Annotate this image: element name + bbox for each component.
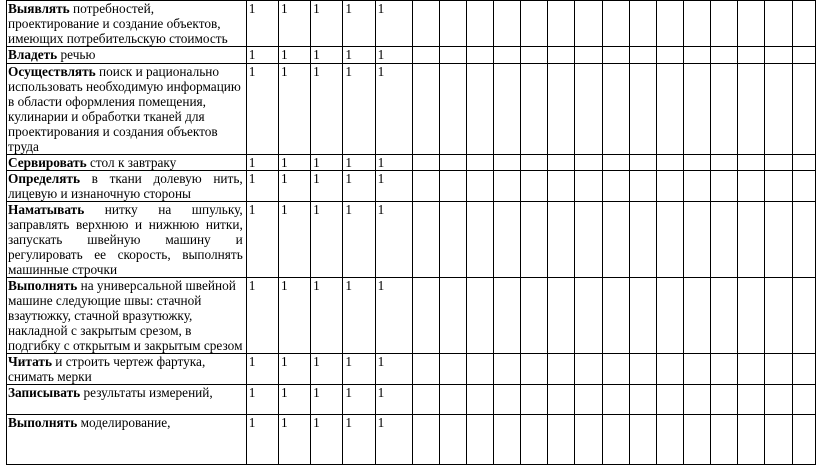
skill-text: потребностей, проектирование и создание объектов, имеющих потребительскую стоимость bbox=[8, 1, 228, 46]
mark-cell: 1 bbox=[278, 278, 310, 354]
empty-cell bbox=[412, 385, 439, 415]
empty-cell bbox=[575, 155, 602, 171]
empty-cell bbox=[439, 171, 466, 202]
empty-cell bbox=[792, 47, 815, 64]
empty-cell bbox=[684, 64, 711, 155]
mark-cell: 1 bbox=[278, 415, 310, 465]
mark-cell: 1 bbox=[246, 385, 278, 415]
empty-cell bbox=[629, 202, 656, 278]
empty-cell bbox=[738, 278, 765, 354]
mark-cell: 1 bbox=[278, 354, 310, 385]
mark-cell: 1 bbox=[311, 354, 343, 385]
mark-cell: 1 bbox=[375, 64, 412, 155]
empty-cell bbox=[684, 47, 711, 64]
mark-cell: 1 bbox=[311, 64, 343, 155]
mark-cell: 1 bbox=[343, 64, 375, 155]
empty-cell bbox=[466, 354, 493, 385]
table-row bbox=[7, 155, 816, 171]
mark-cell: 1 bbox=[375, 385, 412, 415]
table-row bbox=[7, 278, 816, 354]
mark-cell: 1 bbox=[311, 171, 343, 202]
empty-cell bbox=[792, 155, 815, 171]
table-row bbox=[7, 385, 816, 415]
empty-cell bbox=[494, 202, 521, 278]
mark-cell: 1 bbox=[246, 278, 278, 354]
empty-cell bbox=[629, 47, 656, 64]
empty-cell bbox=[629, 1, 656, 47]
mark-cell: 1 bbox=[375, 278, 412, 354]
empty-cell bbox=[494, 415, 521, 465]
skill-description-cell bbox=[7, 64, 247, 155]
mark-cell: 1 bbox=[278, 64, 310, 155]
empty-cell bbox=[602, 354, 629, 385]
empty-cell bbox=[738, 47, 765, 64]
empty-cell bbox=[548, 64, 575, 155]
empty-cell bbox=[439, 278, 466, 354]
empty-cell bbox=[521, 354, 548, 385]
skill-description-cell bbox=[7, 171, 247, 202]
empty-cell bbox=[792, 202, 815, 278]
empty-cell bbox=[412, 202, 439, 278]
skill-verb: Выявлять bbox=[8, 1, 70, 16]
mark-cell: 1 bbox=[246, 354, 278, 385]
empty-cell bbox=[521, 415, 548, 465]
empty-cell bbox=[711, 202, 738, 278]
empty-cell bbox=[602, 202, 629, 278]
empty-cell bbox=[412, 1, 439, 47]
skill-verb: Осуществлять bbox=[8, 64, 96, 79]
empty-cell bbox=[439, 155, 466, 171]
empty-cell bbox=[494, 385, 521, 415]
mark-cell: 1 bbox=[375, 354, 412, 385]
empty-cell bbox=[711, 278, 738, 354]
empty-cell bbox=[656, 278, 683, 354]
empty-cell bbox=[738, 64, 765, 155]
empty-cell bbox=[439, 1, 466, 47]
empty-cell bbox=[412, 171, 439, 202]
mark-cell: 1 bbox=[311, 47, 343, 64]
empty-cell bbox=[656, 171, 683, 202]
empty-cell bbox=[629, 354, 656, 385]
empty-cell bbox=[792, 415, 815, 465]
empty-cell bbox=[629, 64, 656, 155]
empty-cell bbox=[439, 202, 466, 278]
empty-cell bbox=[738, 385, 765, 415]
empty-cell bbox=[521, 171, 548, 202]
mark-cell: 1 bbox=[311, 278, 343, 354]
skill-verb: Определять bbox=[8, 171, 80, 186]
empty-cell bbox=[521, 64, 548, 155]
mark-cell: 1 bbox=[311, 385, 343, 415]
empty-cell bbox=[765, 155, 792, 171]
empty-cell bbox=[466, 202, 493, 278]
empty-cell bbox=[684, 354, 711, 385]
empty-cell bbox=[765, 415, 792, 465]
empty-cell bbox=[602, 415, 629, 465]
empty-cell bbox=[792, 64, 815, 155]
mark-cell: 1 bbox=[375, 415, 412, 465]
mark-cell: 1 bbox=[343, 202, 375, 278]
empty-cell bbox=[792, 278, 815, 354]
empty-cell bbox=[602, 171, 629, 202]
empty-cell bbox=[575, 202, 602, 278]
empty-cell bbox=[684, 155, 711, 171]
empty-cell bbox=[738, 1, 765, 47]
empty-cell bbox=[684, 385, 711, 415]
empty-cell bbox=[602, 155, 629, 171]
empty-cell bbox=[494, 354, 521, 385]
empty-cell bbox=[656, 415, 683, 465]
skill-verb: Записывать bbox=[8, 385, 81, 400]
empty-cell bbox=[494, 278, 521, 354]
empty-cell bbox=[412, 64, 439, 155]
empty-cell bbox=[521, 202, 548, 278]
empty-cell bbox=[792, 385, 815, 415]
empty-cell bbox=[466, 1, 493, 47]
empty-cell bbox=[711, 47, 738, 64]
empty-cell bbox=[792, 171, 815, 202]
mark-cell: 1 bbox=[311, 415, 343, 465]
empty-cell bbox=[711, 64, 738, 155]
competency-table bbox=[6, 0, 816, 465]
skill-text: моделирование, bbox=[77, 415, 171, 430]
skill-text: поиск и рационально использовать необходимую информацию в области оформления помещения, кулинарии и обработки тканей для проектирования и создания объектов труда bbox=[8, 64, 241, 154]
empty-cell bbox=[629, 415, 656, 465]
mark-cell: 1 bbox=[343, 171, 375, 202]
skill-description-cell bbox=[7, 202, 247, 278]
mark-cell: 1 bbox=[246, 202, 278, 278]
empty-cell bbox=[575, 415, 602, 465]
empty-cell bbox=[602, 385, 629, 415]
empty-cell bbox=[656, 1, 683, 47]
empty-cell bbox=[412, 155, 439, 171]
mark-cell: 1 bbox=[311, 202, 343, 278]
empty-cell bbox=[521, 1, 548, 47]
empty-cell bbox=[656, 202, 683, 278]
mark-cell: 1 bbox=[343, 1, 375, 47]
empty-cell bbox=[494, 47, 521, 64]
skill-verb: Читать bbox=[8, 354, 52, 369]
empty-cell bbox=[765, 64, 792, 155]
table-row bbox=[7, 47, 816, 64]
empty-cell bbox=[575, 278, 602, 354]
empty-cell bbox=[548, 47, 575, 64]
empty-cell bbox=[412, 415, 439, 465]
empty-cell bbox=[738, 171, 765, 202]
mark-cell: 1 bbox=[343, 385, 375, 415]
empty-cell bbox=[656, 64, 683, 155]
empty-cell bbox=[684, 278, 711, 354]
empty-cell bbox=[629, 171, 656, 202]
empty-cell bbox=[656, 354, 683, 385]
empty-cell bbox=[656, 47, 683, 64]
empty-cell bbox=[439, 64, 466, 155]
mark-cell: 1 bbox=[278, 171, 310, 202]
empty-cell bbox=[575, 354, 602, 385]
empty-cell bbox=[765, 47, 792, 64]
empty-cell bbox=[494, 64, 521, 155]
empty-cell bbox=[792, 1, 815, 47]
empty-cell bbox=[738, 415, 765, 465]
empty-cell bbox=[765, 385, 792, 415]
skill-text: результаты измерений, bbox=[80, 385, 213, 400]
empty-cell bbox=[738, 354, 765, 385]
skill-description-cell bbox=[7, 354, 247, 385]
empty-cell bbox=[602, 64, 629, 155]
empty-cell bbox=[548, 171, 575, 202]
mark-cell: 1 bbox=[375, 202, 412, 278]
empty-cell bbox=[466, 64, 493, 155]
empty-cell bbox=[521, 155, 548, 171]
empty-cell bbox=[521, 47, 548, 64]
skill-text: речью bbox=[57, 47, 96, 62]
skill-verb: Сервировать bbox=[8, 155, 87, 170]
mark-cell: 1 bbox=[246, 64, 278, 155]
mark-cell: 1 bbox=[278, 202, 310, 278]
table-row bbox=[7, 354, 816, 385]
mark-cell: 1 bbox=[343, 415, 375, 465]
empty-cell bbox=[575, 1, 602, 47]
empty-cell bbox=[494, 171, 521, 202]
skill-description-cell bbox=[7, 415, 247, 465]
empty-cell bbox=[575, 47, 602, 64]
empty-cell bbox=[412, 47, 439, 64]
empty-cell bbox=[466, 155, 493, 171]
mark-cell: 1 bbox=[343, 155, 375, 171]
empty-cell bbox=[711, 415, 738, 465]
empty-cell bbox=[521, 385, 548, 415]
empty-cell bbox=[765, 202, 792, 278]
empty-cell bbox=[466, 385, 493, 415]
empty-cell bbox=[629, 155, 656, 171]
empty-cell bbox=[548, 155, 575, 171]
empty-cell bbox=[711, 155, 738, 171]
skill-verb: Наматывать bbox=[8, 202, 85, 217]
empty-cell bbox=[439, 47, 466, 64]
empty-cell bbox=[738, 202, 765, 278]
mark-cell: 1 bbox=[375, 47, 412, 64]
mark-cell: 1 bbox=[343, 278, 375, 354]
skill-description-cell bbox=[7, 155, 247, 171]
empty-cell bbox=[765, 278, 792, 354]
empty-cell bbox=[765, 1, 792, 47]
empty-cell bbox=[602, 47, 629, 64]
mark-cell: 1 bbox=[246, 47, 278, 64]
empty-cell bbox=[494, 155, 521, 171]
empty-cell bbox=[412, 278, 439, 354]
table-row bbox=[7, 202, 816, 278]
empty-cell bbox=[684, 171, 711, 202]
empty-cell bbox=[575, 385, 602, 415]
empty-cell bbox=[548, 1, 575, 47]
empty-cell bbox=[548, 385, 575, 415]
table-row bbox=[7, 64, 816, 155]
skill-verb: Выполнять bbox=[8, 278, 78, 293]
empty-cell bbox=[521, 278, 548, 354]
empty-cell bbox=[765, 354, 792, 385]
empty-cell bbox=[466, 278, 493, 354]
empty-cell bbox=[466, 415, 493, 465]
mark-cell: 1 bbox=[375, 155, 412, 171]
mark-cell: 1 bbox=[375, 171, 412, 202]
empty-cell bbox=[711, 1, 738, 47]
empty-cell bbox=[575, 64, 602, 155]
mark-cell: 1 bbox=[311, 155, 343, 171]
skill-text: нитку на шпульку, заправлять верхнюю и нижнюю нитки, запускать швейную машину и регулировать ее скорость, выполнять машинные строчки bbox=[8, 202, 243, 277]
empty-cell bbox=[466, 171, 493, 202]
skill-text: и строить чертеж фартука, снимать мерки bbox=[8, 354, 206, 384]
empty-cell bbox=[439, 354, 466, 385]
mark-cell: 1 bbox=[278, 385, 310, 415]
empty-cell bbox=[656, 155, 683, 171]
empty-cell bbox=[575, 171, 602, 202]
empty-cell bbox=[656, 385, 683, 415]
mark-cell: 1 bbox=[311, 1, 343, 47]
table-row bbox=[7, 415, 816, 465]
empty-cell bbox=[466, 47, 493, 64]
empty-cell bbox=[711, 385, 738, 415]
empty-cell bbox=[684, 415, 711, 465]
skill-text: стол к завтраку bbox=[86, 155, 177, 170]
mark-cell: 1 bbox=[246, 1, 278, 47]
mark-cell: 1 bbox=[343, 354, 375, 385]
empty-cell bbox=[629, 278, 656, 354]
empty-cell bbox=[629, 385, 656, 415]
skill-text: в ткани долевую нить, лицевую и изнаночную стороны bbox=[8, 171, 243, 201]
skill-verb: Выполнять bbox=[8, 415, 78, 430]
empty-cell bbox=[548, 278, 575, 354]
mark-cell: 1 bbox=[246, 415, 278, 465]
skill-description-cell bbox=[7, 47, 247, 64]
empty-cell bbox=[765, 171, 792, 202]
empty-cell bbox=[738, 155, 765, 171]
mark-cell: 1 bbox=[343, 47, 375, 64]
empty-cell bbox=[412, 354, 439, 385]
skill-verb: Владеть bbox=[8, 47, 58, 62]
table-row bbox=[7, 1, 816, 47]
mark-cell: 1 bbox=[278, 155, 310, 171]
skill-description-cell bbox=[7, 1, 247, 47]
skill-description-cell bbox=[7, 385, 247, 415]
mark-cell: 1 bbox=[375, 1, 412, 47]
empty-cell bbox=[602, 278, 629, 354]
skill-text: на универсальной швейной машине следующие швы: стачной взаутюжку, стачной вразутюжку, накладной с закрытым срезом, в подгибку с открытым и закрытым срезом bbox=[8, 278, 243, 353]
empty-cell bbox=[602, 1, 629, 47]
mark-cell: 1 bbox=[246, 155, 278, 171]
empty-cell bbox=[711, 171, 738, 202]
table-row bbox=[7, 171, 816, 202]
empty-cell bbox=[792, 354, 815, 385]
empty-cell bbox=[439, 415, 466, 465]
empty-cell bbox=[548, 415, 575, 465]
mark-cell: 1 bbox=[278, 1, 310, 47]
mark-cell: 1 bbox=[278, 47, 310, 64]
empty-cell bbox=[684, 202, 711, 278]
skill-description-cell bbox=[7, 278, 247, 354]
empty-cell bbox=[548, 354, 575, 385]
empty-cell bbox=[494, 1, 521, 47]
empty-cell bbox=[684, 1, 711, 47]
empty-cell bbox=[548, 202, 575, 278]
mark-cell: 1 bbox=[246, 171, 278, 202]
empty-cell bbox=[711, 354, 738, 385]
empty-cell bbox=[439, 385, 466, 415]
table-body bbox=[7, 1, 816, 465]
